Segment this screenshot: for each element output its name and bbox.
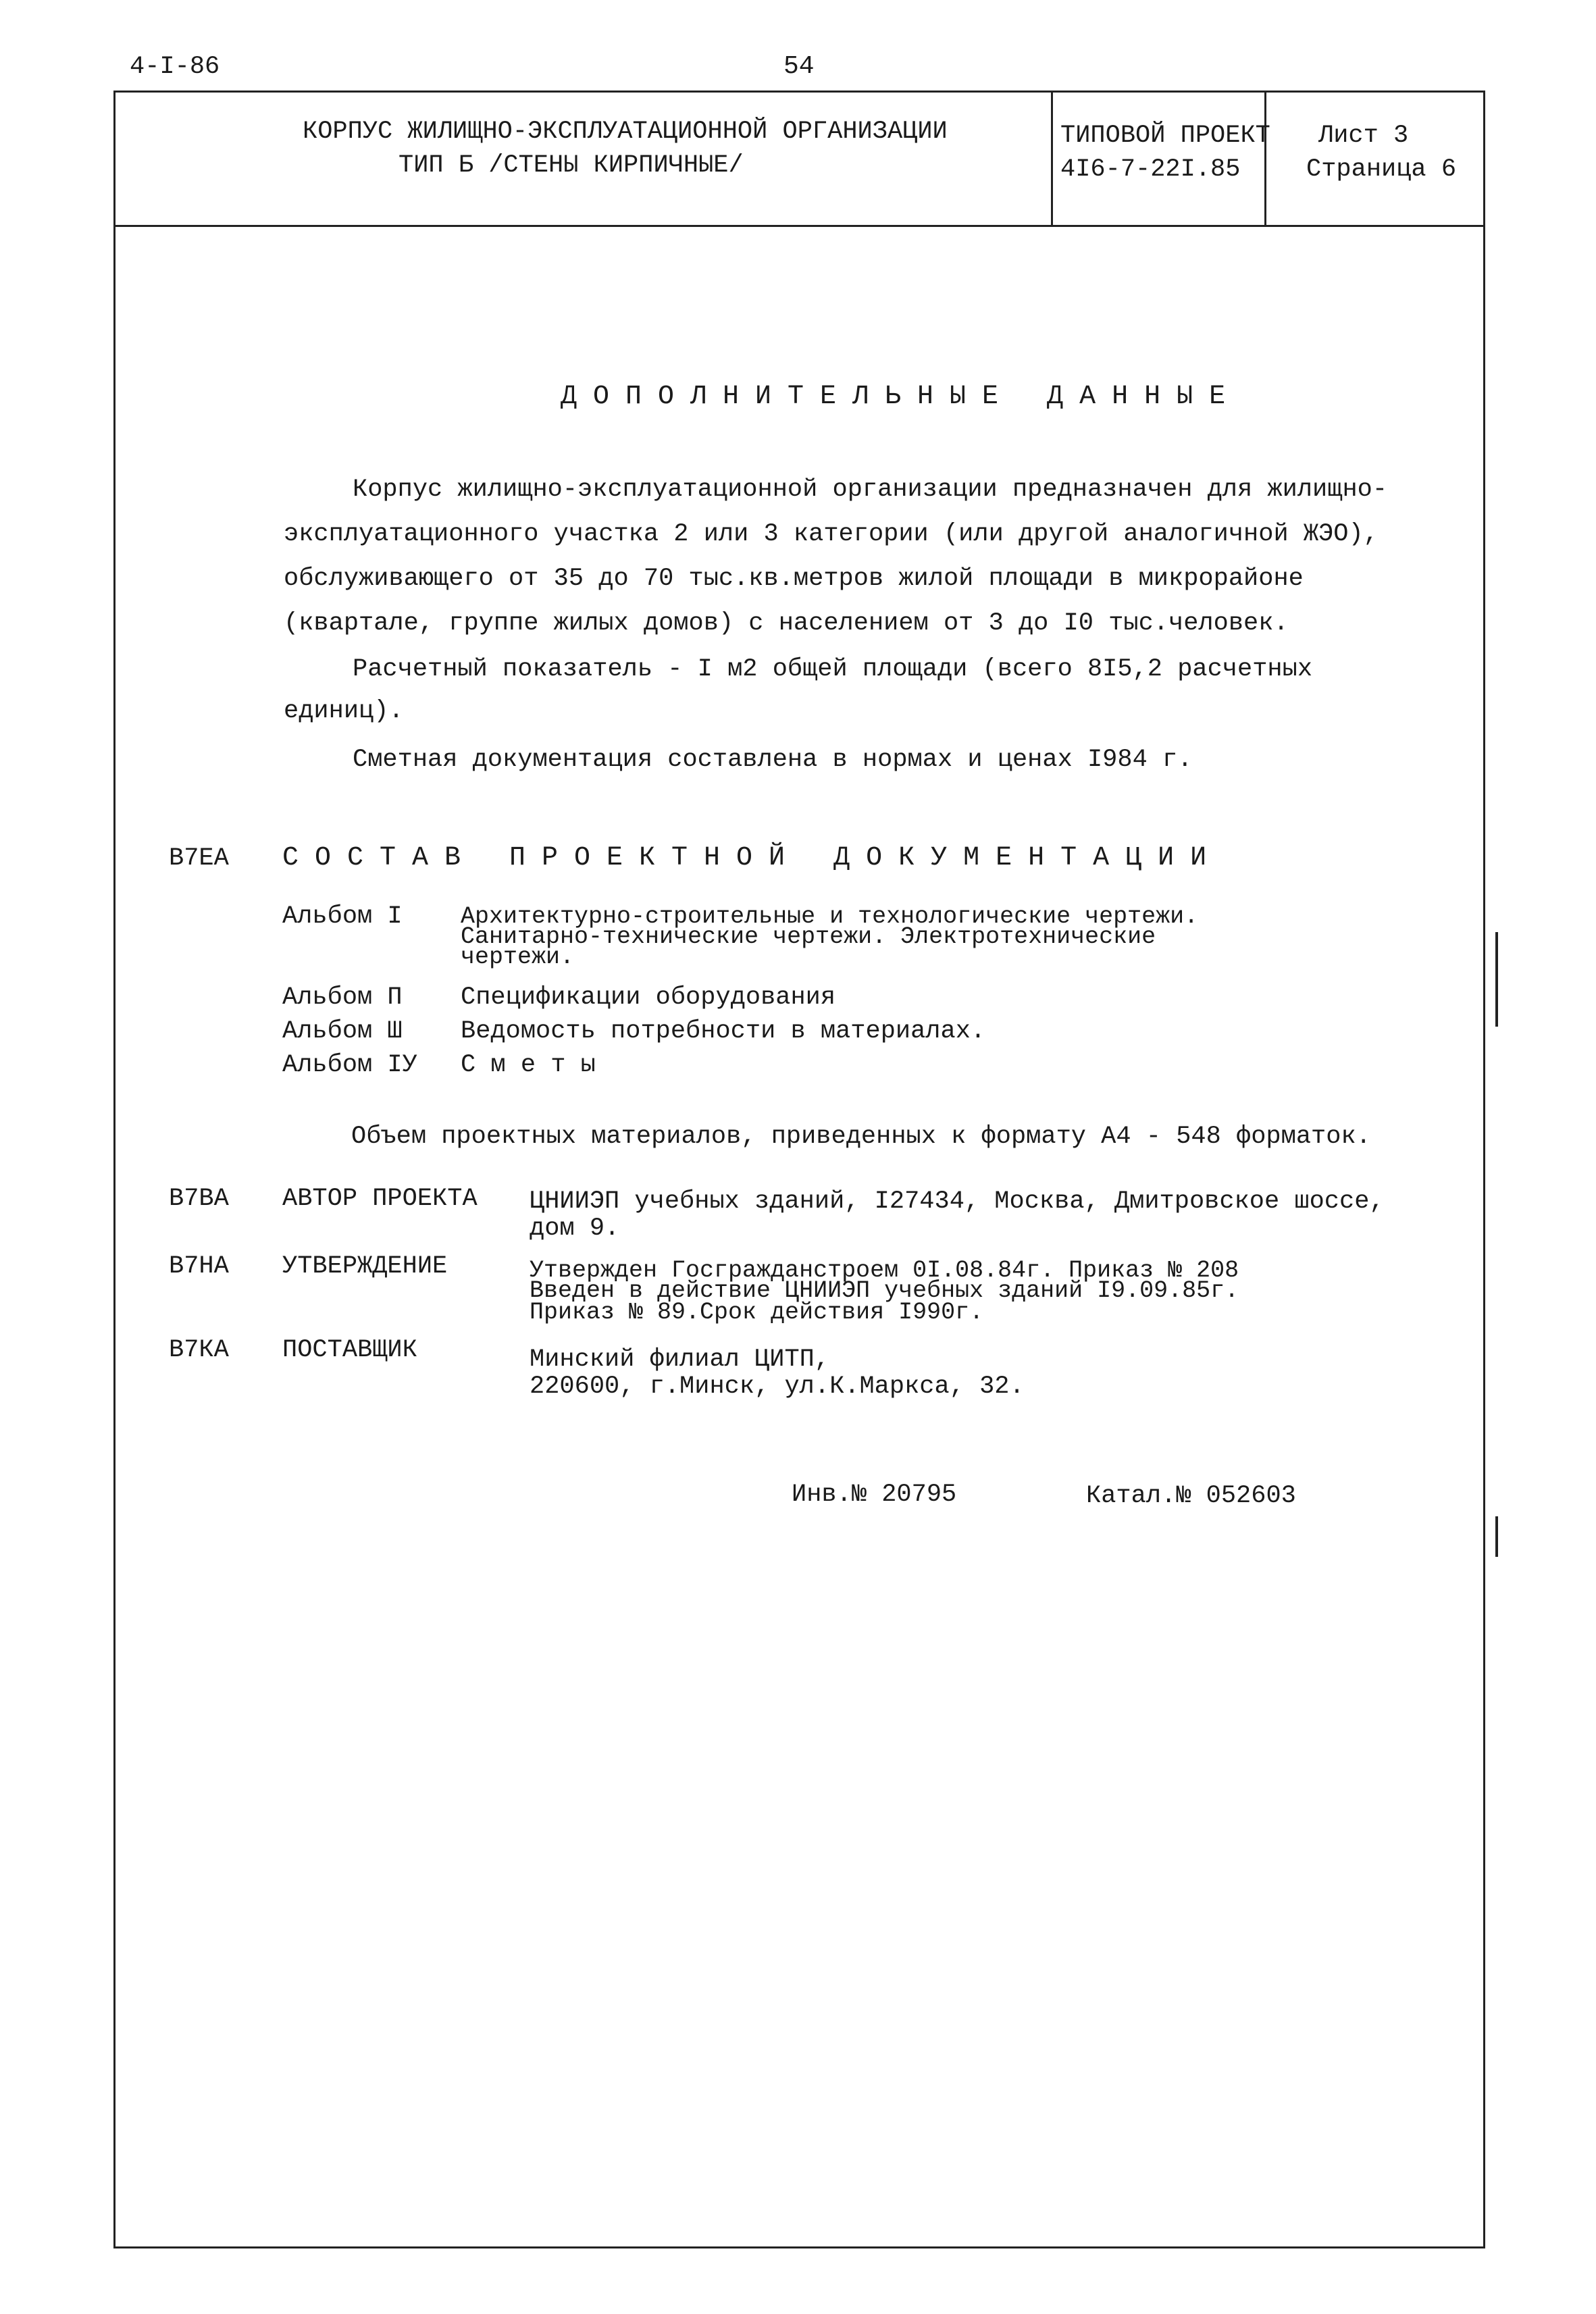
author-line1: ЦНИИЭП учебных зданий, I27434, Москва, Дмитровское шоссе, — [530, 1187, 1385, 1216]
series-code: 4-I-86 — [130, 53, 220, 81]
header-title-line1: КОРПУС ЖИЛИЩНО-ЭКСПЛУАТАЦИОННОЙ ОРГАНИЗАЦИИ — [303, 118, 948, 146]
scan-edge-mark — [1495, 1516, 1498, 1557]
author-line2: дом 9. — [530, 1214, 620, 1243]
header-title-line2: ТИП Б /СТЕНЫ КИРПИЧНЫЕ/ — [398, 151, 744, 180]
approval-label: УТВЕРЖДЕНИЕ — [282, 1252, 448, 1281]
supplier-line2: 220600, г.Минск, ул.К.Маркса, 32. — [530, 1372, 1025, 1401]
page-frame — [113, 91, 1485, 2248]
album-1-line3: чертежи. — [461, 944, 575, 971]
scan-edge-mark — [1495, 932, 1498, 1027]
album-3-line1: Ведомость потребности в материалах. — [461, 1017, 986, 1046]
para1-line4: (квартале, группе жилых домов) с населением от 3 до I0 тыс.человек. — [284, 609, 1289, 638]
section-heading-additional-data: ДОПОЛНИТЕЛЬНЫЕ ДАННЫЕ — [561, 382, 1242, 412]
album-1-label: Альбом I — [282, 902, 403, 931]
author-label: АВТОР ПРОЕКТА — [282, 1185, 478, 1213]
para2-line1: Расчетный показатель - I м2 общей площади (всего 8I5,2 расчетных — [353, 655, 1313, 684]
project-number: 4I6-7-22I.85 — [1060, 155, 1241, 184]
album-4-line1: С м е т ы — [461, 1051, 596, 1079]
inventory-number: Инв.№ 20795 — [792, 1481, 957, 1509]
approval-line3: Приказ № 89.Срок действия I990г. — [530, 1299, 984, 1326]
volume-note: Объем проектных материалов, приведенных к формату А4 - 548 форматок. — [351, 1123, 1371, 1151]
header-column-divider-2 — [1264, 91, 1266, 226]
project-label: ТИПОВОЙ ПРОЕКТ — [1060, 122, 1270, 150]
approval-code: В7НА — [169, 1252, 229, 1281]
supplier-code: В7КА — [169, 1336, 229, 1364]
para2-line2: единиц). — [284, 697, 404, 725]
album-4-label: Альбом IУ — [282, 1051, 417, 1079]
sheet-number: Лист 3 — [1318, 122, 1409, 150]
para1-line1: Корпус жилищно-эксплуатационной организации предназначен для жилищно- — [353, 475, 1388, 504]
author-code: В7ВА — [169, 1185, 229, 1213]
para1-line3: обслуживающего от 35 до 70 тыс.кв.метров жилой площади в микрорайоне — [284, 565, 1304, 593]
composition-code: В7ЕА — [169, 844, 229, 873]
section-heading-composition: СОСТАВ ПРОЕКТНОЙ ДОКУМЕНТАЦИИ — [282, 843, 1223, 873]
supplier-line1: Минский филиал ЦИТП, — [530, 1345, 830, 1374]
para3: Сметная документация составлена в нормах и ценах I984 г. — [353, 746, 1193, 774]
page-number: 54 — [783, 52, 815, 81]
album-3-label: Альбом Ш — [282, 1017, 403, 1046]
header-column-divider-1 — [1051, 91, 1053, 226]
supplier-label: ПОСТАВЩИК — [282, 1336, 417, 1364]
album-1-line1: Архитектурно-строительные и технологические чертежи. — [461, 903, 1199, 930]
header-divider — [113, 225, 1485, 227]
approval-line1: Утвержден Госгражданстроем 0I.08.84г. Приказ № 208 — [530, 1257, 1239, 1284]
approval-line2: Введен в действие ЦНИИЭП учебных зданий I9.09.85г. — [530, 1277, 1239, 1304]
catalog-number: Катал.№ 052603 — [1086, 1482, 1296, 1510]
album-2-label: Альбом П — [282, 983, 403, 1012]
page-indicator: Страница 6 — [1306, 155, 1457, 184]
album-2-line1: Спецификации оборудования — [461, 983, 836, 1012]
album-1-line2: Санитарно-технические чертежи. Электротехнические — [461, 923, 1156, 950]
para1-line2: эксплуатационного участка 2 или 3 категории (или другой аналогичной ЖЭО), — [284, 520, 1379, 548]
